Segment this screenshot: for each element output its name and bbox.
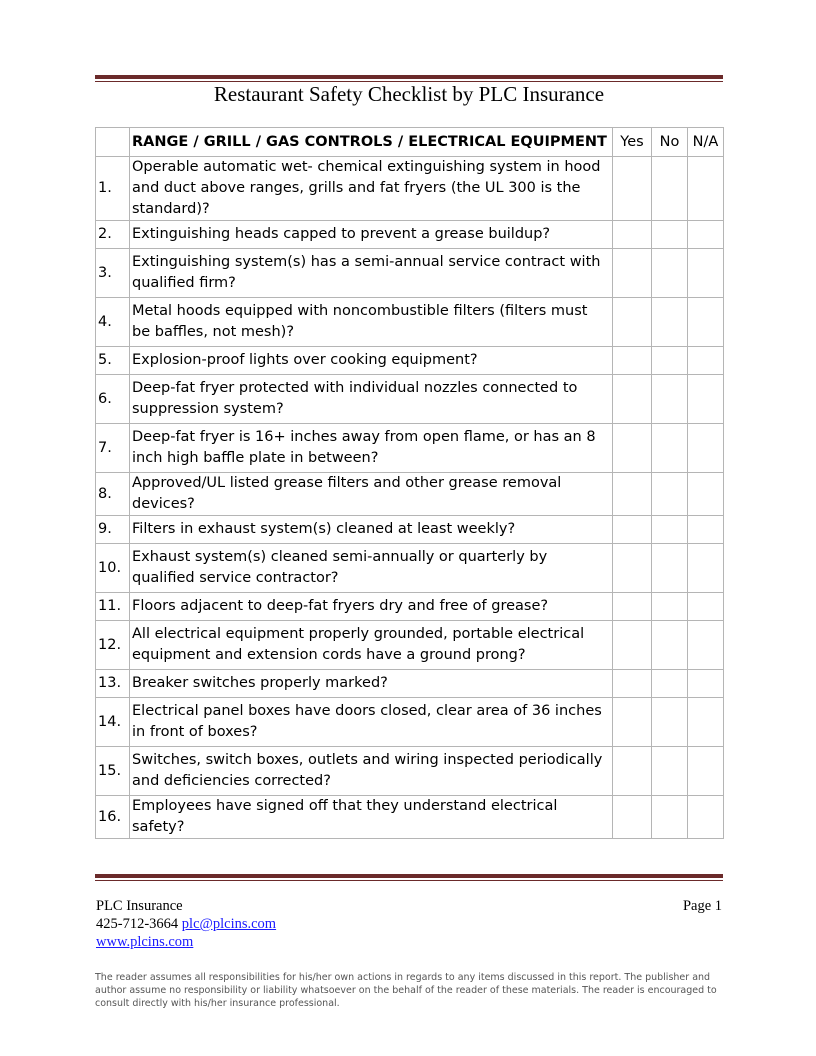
row-question: Floors adjacent to deep-fat fryers dry and free of grease?	[130, 593, 613, 621]
table-row	[96, 747, 724, 796]
no-checkbox-cell[interactable]	[652, 157, 688, 221]
row-question: Deep-fat fryer is 16+ inches away from open flame, or has an 8 inch high baffle plate in between?	[130, 424, 613, 473]
page-title: Restaurant Safety Checklist by PLC Insurance	[213, 82, 605, 106]
footer-website-link[interactable]: www.plcins.com	[96, 934, 194, 950]
yes-checkbox-cell[interactable]	[613, 670, 652, 698]
row-question: Approved/UL listed grease filters and other grease removal devices?	[130, 473, 613, 516]
yes-checkbox-cell[interactable]	[613, 747, 652, 796]
no-checkbox-cell[interactable]	[652, 347, 688, 375]
row-number: 14.	[96, 698, 130, 747]
row-number: 9.	[96, 516, 130, 544]
na-checkbox-cell[interactable]	[688, 347, 724, 375]
header-section-title: RANGE / GRILL / GAS CONTROLS / ELECTRICAL EQUIPMENT	[130, 128, 613, 157]
row-question: Breaker switches properly marked?	[130, 670, 613, 698]
row-number: 4.	[96, 298, 130, 347]
yes-checkbox-cell[interactable]	[613, 544, 652, 593]
yes-checkbox-cell[interactable]	[613, 796, 652, 839]
no-checkbox-cell[interactable]	[652, 747, 688, 796]
footer-contact	[96, 915, 722, 933]
na-checkbox-cell[interactable]	[688, 375, 724, 424]
yes-checkbox-cell[interactable]	[613, 698, 652, 747]
row-number: 3.	[96, 249, 130, 298]
table-row	[96, 347, 724, 375]
na-checkbox-cell[interactable]	[688, 621, 724, 670]
yes-checkbox-cell[interactable]	[613, 516, 652, 544]
row-question: Operable automatic wet- chemical extinguishing system in hood and duct above ranges, grills and fat fryers (the UL 300 is the standard)?	[130, 157, 613, 221]
table-row	[96, 473, 724, 516]
row-question: Electrical panel boxes have doors closed, clear area of 36 inches in front of boxes?	[130, 698, 613, 747]
row-number: 7.	[96, 424, 130, 473]
header-rule	[95, 75, 723, 82]
checklist-table	[95, 127, 724, 839]
table-row	[96, 670, 724, 698]
footer-email-link[interactable]: plc@plcins.com	[181, 916, 277, 932]
footer	[96, 897, 722, 951]
row-number: 16.	[96, 796, 130, 839]
no-checkbox-cell[interactable]	[652, 375, 688, 424]
table-row	[96, 375, 724, 424]
no-checkbox-cell[interactable]	[652, 593, 688, 621]
row-question: Employees have signed off that they understand electrical safety?	[130, 796, 613, 839]
row-question: Deep-fat fryer protected with individual nozzles connected to suppression system?	[130, 375, 613, 424]
yes-checkbox-cell[interactable]	[613, 593, 652, 621]
table-row	[96, 157, 724, 221]
na-checkbox-cell[interactable]	[688, 298, 724, 347]
row-number: 10.	[96, 544, 130, 593]
no-checkbox-cell[interactable]	[652, 516, 688, 544]
row-question: Metal hoods equipped with noncombustible filters (filters must be baffles, not mesh)?	[130, 298, 613, 347]
table-row	[96, 298, 724, 347]
no-checkbox-cell[interactable]	[652, 621, 688, 670]
row-question: Extinguishing heads capped to prevent a grease buildup?	[130, 221, 613, 249]
table-row	[96, 544, 724, 593]
no-checkbox-cell[interactable]	[652, 249, 688, 298]
table-row	[96, 796, 724, 839]
yes-checkbox-cell[interactable]	[613, 621, 652, 670]
header-no: No	[652, 128, 688, 157]
table-row	[96, 593, 724, 621]
yes-checkbox-cell[interactable]	[613, 375, 652, 424]
row-number: 6.	[96, 375, 130, 424]
row-question: Exhaust system(s) cleaned semi-annually or quarterly by qualified service contractor?	[130, 544, 613, 593]
table-row	[96, 249, 724, 298]
row-number: 13.	[96, 670, 130, 698]
row-question: Explosion-proof lights over cooking equipment?	[130, 347, 613, 375]
no-checkbox-cell[interactable]	[652, 221, 688, 249]
no-checkbox-cell[interactable]	[652, 670, 688, 698]
yes-checkbox-cell[interactable]	[613, 347, 652, 375]
page-number: Page 1	[682, 898, 722, 914]
na-checkbox-cell[interactable]	[688, 544, 724, 593]
table-row	[96, 516, 724, 544]
row-question: Switches, switch boxes, outlets and wiring inspected periodically and deficiencies corrected?	[130, 747, 613, 796]
yes-checkbox-cell[interactable]	[613, 249, 652, 298]
na-checkbox-cell[interactable]	[688, 698, 724, 747]
footer-company: PLC Insurance	[96, 898, 183, 914]
na-checkbox-cell[interactable]	[688, 473, 724, 516]
yes-checkbox-cell[interactable]	[613, 424, 652, 473]
row-number: 8.	[96, 473, 130, 516]
footer-rule	[95, 874, 723, 881]
no-checkbox-cell[interactable]	[652, 796, 688, 839]
na-checkbox-cell[interactable]	[688, 747, 724, 796]
yes-checkbox-cell[interactable]	[613, 157, 652, 221]
na-checkbox-cell[interactable]	[688, 249, 724, 298]
no-checkbox-cell[interactable]	[652, 424, 688, 473]
row-question: Filters in exhaust system(s) cleaned at least weekly?	[130, 516, 613, 544]
na-checkbox-cell[interactable]	[688, 424, 724, 473]
row-number: 5.	[96, 347, 130, 375]
row-number: 1.	[96, 157, 130, 221]
row-number: 11.	[96, 593, 130, 621]
table-row	[96, 424, 724, 473]
header-number-cell	[96, 128, 130, 157]
na-checkbox-cell[interactable]	[688, 796, 724, 839]
row-number: 12.	[96, 621, 130, 670]
row-number: 15.	[96, 747, 130, 796]
na-checkbox-cell[interactable]	[688, 593, 724, 621]
na-checkbox-cell[interactable]	[688, 157, 724, 221]
na-checkbox-cell[interactable]	[688, 670, 724, 698]
row-number: 2.	[96, 221, 130, 249]
yes-checkbox-cell[interactable]	[613, 473, 652, 516]
table-row	[96, 698, 724, 747]
row-question: Extinguishing system(s) has a semi-annual service contract with qualified firm?	[130, 249, 613, 298]
footer-phone: 425-712-3664	[96, 916, 179, 932]
table-header-row	[96, 128, 724, 157]
disclaimer: The reader assumes all responsibilities for his/her own actions in regards to any items discussed in this report. The publisher and author assume no responsibility or liability whatsoever on the behalf of the reader of these materials. The reader is encouraged to consult directly with his/her insurance professional.	[95, 972, 717, 1009]
na-checkbox-cell[interactable]	[688, 221, 724, 249]
table-row	[96, 221, 724, 249]
table-row	[96, 621, 724, 670]
no-checkbox-cell[interactable]	[652, 698, 688, 747]
no-checkbox-cell[interactable]	[652, 298, 688, 347]
yes-checkbox-cell[interactable]	[613, 221, 652, 249]
no-checkbox-cell[interactable]	[652, 544, 688, 593]
na-checkbox-cell[interactable]	[688, 516, 724, 544]
header-yes: Yes	[613, 128, 652, 157]
header-na: N/A	[688, 128, 724, 157]
row-question: All electrical equipment properly grounded, portable electrical equipment and extension cords have a ground prong?	[130, 621, 613, 670]
no-checkbox-cell[interactable]	[652, 473, 688, 516]
yes-checkbox-cell[interactable]	[613, 298, 652, 347]
